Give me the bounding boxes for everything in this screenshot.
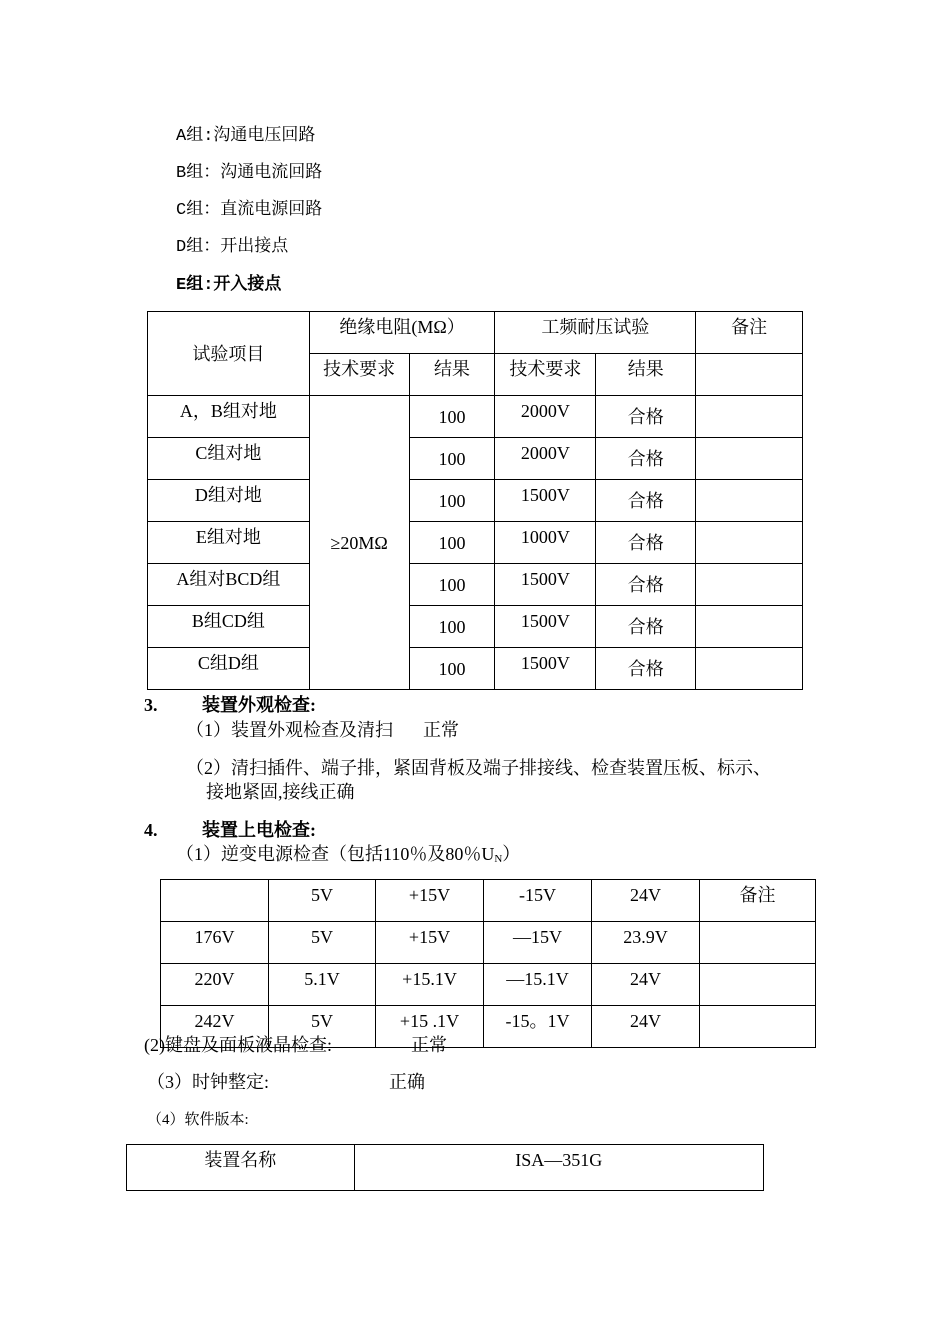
row-resistance: 100 xyxy=(409,480,495,522)
resistance-requirement: ≥20MΩ xyxy=(309,396,409,690)
table-row xyxy=(148,438,803,480)
group-c-label: C组：直流电源回路 xyxy=(176,201,323,220)
group-e-label: E组:开入接点 xyxy=(176,276,282,295)
header-withstand-requirement: 技术要求 xyxy=(495,354,596,396)
row-minus15v: —15V xyxy=(484,922,592,964)
header-remark: 备注 xyxy=(700,880,816,922)
power-supply-table xyxy=(160,879,816,1048)
row-5v: 5V xyxy=(269,1006,376,1048)
row-minus15v: -15。1V xyxy=(484,1006,592,1048)
appearance-check-label: （1）装置外观检查及清扫 xyxy=(186,720,393,740)
inverter-label-close: ） xyxy=(502,844,521,864)
row-result: 合格 xyxy=(596,438,696,480)
row-remark xyxy=(696,522,803,564)
header-withstand-test: 工频耐压试验 xyxy=(495,312,696,354)
section-3-number: 3. xyxy=(144,695,158,715)
table-row xyxy=(161,922,816,964)
row-resistance: 100 xyxy=(409,606,495,648)
row-remark xyxy=(696,480,803,522)
row-5v: 5.1V xyxy=(269,964,376,1006)
row-minus15v: —15.1V xyxy=(484,964,592,1006)
group-a-label: A组:沟通电压回路 xyxy=(176,127,316,146)
header-withstand-result: 结果 xyxy=(596,354,696,396)
row-24v: 24V xyxy=(592,1006,700,1048)
row-remark xyxy=(700,964,816,1006)
table-row xyxy=(161,964,816,1006)
row-plus15v: +15 .1V xyxy=(376,1006,484,1048)
row-input-voltage: 176V xyxy=(161,922,269,964)
table-row xyxy=(148,564,803,606)
device-name-label: 装置名称 xyxy=(127,1145,355,1191)
header-resistance-requirement: 技术要求 xyxy=(309,354,409,396)
group-b-label: B组：沟通电流回路 xyxy=(176,164,323,183)
table-row xyxy=(148,606,803,648)
row-remark xyxy=(696,564,803,606)
row-result: 合格 xyxy=(596,564,696,606)
header-minus15v: -15V xyxy=(484,880,592,922)
row-voltage: 2000V xyxy=(495,438,596,480)
table-row xyxy=(148,480,803,522)
row-result: 合格 xyxy=(596,606,696,648)
inverter-label-subscript: N xyxy=(494,853,503,865)
row-24v: 23.9V xyxy=(592,922,700,964)
row-item: E组对地 xyxy=(148,522,310,564)
row-remark xyxy=(700,922,816,964)
header-5v: 5V xyxy=(269,880,376,922)
header-24v: 24V xyxy=(592,880,700,922)
clock-setting-status: 正确 xyxy=(389,1072,425,1092)
header-resistance-result: 结果 xyxy=(409,354,495,396)
row-item: D组对地 xyxy=(148,480,310,522)
table-row xyxy=(148,648,803,690)
row-resistance: 100 xyxy=(409,564,495,606)
cleaning-check-line2: 接地紧固,接线正确 xyxy=(206,782,355,802)
row-remark xyxy=(696,648,803,690)
row-item: C组D组 xyxy=(148,648,310,690)
section-3-title: 装置外观检查: xyxy=(202,695,316,715)
row-remark xyxy=(696,606,803,648)
appearance-check-status: 正常 xyxy=(423,720,459,740)
row-item: A组对BCD组 xyxy=(148,564,310,606)
row-result: 合格 xyxy=(596,522,696,564)
table-row xyxy=(148,522,803,564)
cleaning-check-line1: （2）清扫插件、端子排，紧固背板及端子排接线、检查装置压板、标示、 xyxy=(186,758,771,778)
row-result: 合格 xyxy=(596,648,696,690)
row-voltage: 1500V xyxy=(495,480,596,522)
row-24v: 24V xyxy=(592,964,700,1006)
software-version-table xyxy=(126,1144,764,1191)
row-voltage: 1000V xyxy=(495,522,596,564)
row-resistance: 100 xyxy=(409,648,495,690)
clock-setting-label: （3）时钟整定: xyxy=(147,1072,270,1092)
row-remark xyxy=(700,1006,816,1048)
insulation-test-table xyxy=(147,311,803,690)
row-remark xyxy=(696,438,803,480)
row-voltage: 1500V xyxy=(495,648,596,690)
row-plus15v: +15V xyxy=(376,922,484,964)
software-version-label: （4）软件版本: xyxy=(147,1112,249,1128)
row-resistance: 100 xyxy=(409,396,495,438)
row-plus15v: +15.1V xyxy=(376,964,484,1006)
header-test-item: 试验项目 xyxy=(148,312,310,396)
keyboard-lcd-check-status: 正常 xyxy=(411,1035,447,1055)
row-5v: 5V xyxy=(269,922,376,964)
row-result: 合格 xyxy=(596,396,696,438)
header-plus15v: +15V xyxy=(376,880,484,922)
row-resistance: 100 xyxy=(409,438,495,480)
row-input-voltage: 242V xyxy=(161,1006,269,1048)
header-blank xyxy=(161,880,269,922)
row-result: 合格 xyxy=(596,480,696,522)
row-input-voltage: 220V xyxy=(161,964,269,1006)
table-header-row xyxy=(161,880,816,922)
table-row xyxy=(127,1145,764,1191)
row-item: A，B组对地 xyxy=(148,396,310,438)
row-resistance: 100 xyxy=(409,522,495,564)
header-insulation-resistance: 绝缘电阻(MΩ） xyxy=(309,312,495,354)
header-remark: 备注 xyxy=(696,312,803,354)
inverter-power-check-label xyxy=(176,843,520,870)
header-remark-empty xyxy=(696,354,803,396)
inverter-label-text: （1）逆变电源检查（包括110％及80％U xyxy=(176,844,495,864)
section-4-title: 装置上电检查: xyxy=(202,820,316,840)
device-name-value: ISA—351G xyxy=(354,1145,763,1191)
row-remark xyxy=(696,396,803,438)
row-voltage: 2000V xyxy=(495,396,596,438)
table-row xyxy=(148,396,803,438)
keyboard-lcd-check-label: (2)键盘及面板液晶检查: xyxy=(144,1035,332,1055)
row-item: C组对地 xyxy=(148,438,310,480)
row-item: B组CD组 xyxy=(148,606,310,648)
group-d-label: D组：开出接点 xyxy=(176,238,289,257)
row-voltage: 1500V xyxy=(495,606,596,648)
section-4-number: 4. xyxy=(144,820,158,840)
row-voltage: 1500V xyxy=(495,564,596,606)
